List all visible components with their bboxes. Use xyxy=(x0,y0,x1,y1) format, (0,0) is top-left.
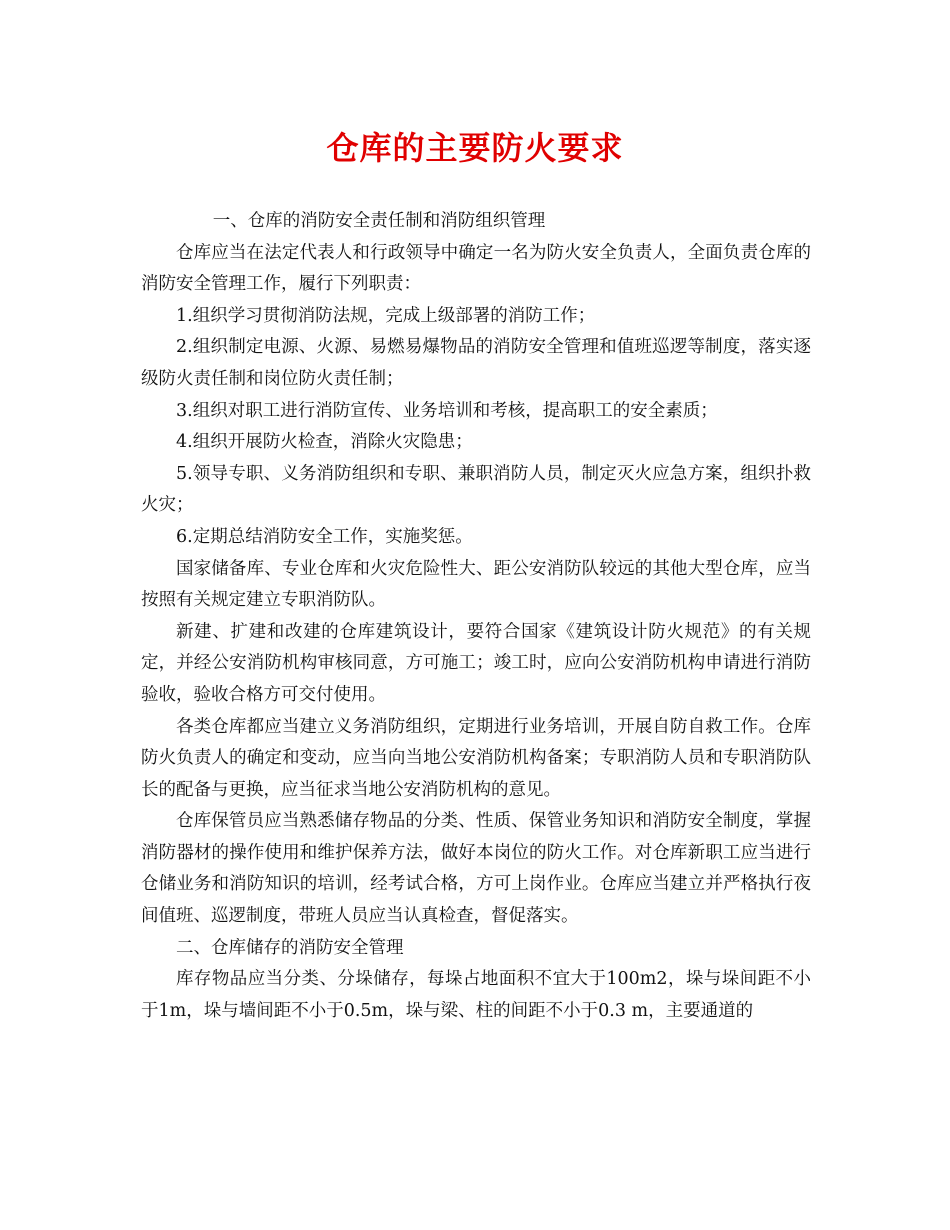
list-item-2: 2.组织制定电源、火源、易燃易爆物品的消防安全管理和值班巡逻等制度，落实逐级防火责任制和岗位防火责任制； xyxy=(141,337,811,389)
paragraph: 新建、扩建和改建的仓库建筑设计，要符合国家《建筑设计防火规范》的有关规定，并经公安消防机构审核同意，方可施工；竣工时，应向公安消防机构申请进行消防验收，验收合格方可交付使用。 xyxy=(141,621,811,705)
document-body xyxy=(141,206,811,1027)
paragraph: 仓库应当在法定代表人和行政领导中确定一名为防火安全负责人，全面负责仓库的消防安全管理工作，履行下列职责： xyxy=(141,242,811,295)
paragraph: 国家储备库、专业仓库和火灾危险性大、距公安消防队较远的其他大型仓库，应当按照有关规定建立专职消防队。 xyxy=(141,558,811,611)
list-item-5: 5.领导专职、义务消防组织和专职、兼职消防人员，制定灭火应急方案，组织扑救火灾； xyxy=(141,463,811,516)
list-item-4: 4.组织开展防火检查，消除火灾隐患； xyxy=(176,432,473,453)
section-heading-2: 二、仓库储存的消防安全管理 xyxy=(176,937,404,958)
list-item-6: 6.定期总结消防安全工作，实施奖惩。 xyxy=(176,526,473,547)
paragraph: 各类仓库都应当建立义务消防组织，定期进行业务培训，开展自防自救工作。仓库防火负责人的确定和变动，应当向当地公安消防机构备案；专职消防人员和专职消防队长的配备与更换，应当征求当地公安消防机构的意见。 xyxy=(141,716,811,800)
paragraph: 仓库保管员应当熟悉储存物品的分类、性质、保管业务知识和消防安全制度，掌握消防器材的操作使用和维护保养方法，做好本岗位的防火工作。对仓库新职工应当进行仓储业务和消防知识的培训，经考试合格，方可上岗作业。仓库应当建立并严格执行夜间值班、巡逻制度，带班人员应当认真检查，督促落实。 xyxy=(141,811,811,927)
section-heading-1: 一、仓库的消防安全责任制和消防组织管理 xyxy=(212,211,546,231)
document-title: 仓库的主要防火要求 xyxy=(326,129,624,167)
list-item-1: 1.组织学习贯彻消防法规，完成上级部署的消防工作； xyxy=(176,305,596,326)
list-item-3: 3.组织对职工进行消防宣传、业务培训和考核，提高职工的安全素质； xyxy=(176,400,718,421)
paragraph: 库存物品应当分类、分垛储存，每垛占地面积不宜大于100m2，垛与垛间距不小于1m，垛与墙间距不小于0.5m，垛与梁、柱的间距不小于0.3 m，主要通道的 xyxy=(141,969,811,1021)
